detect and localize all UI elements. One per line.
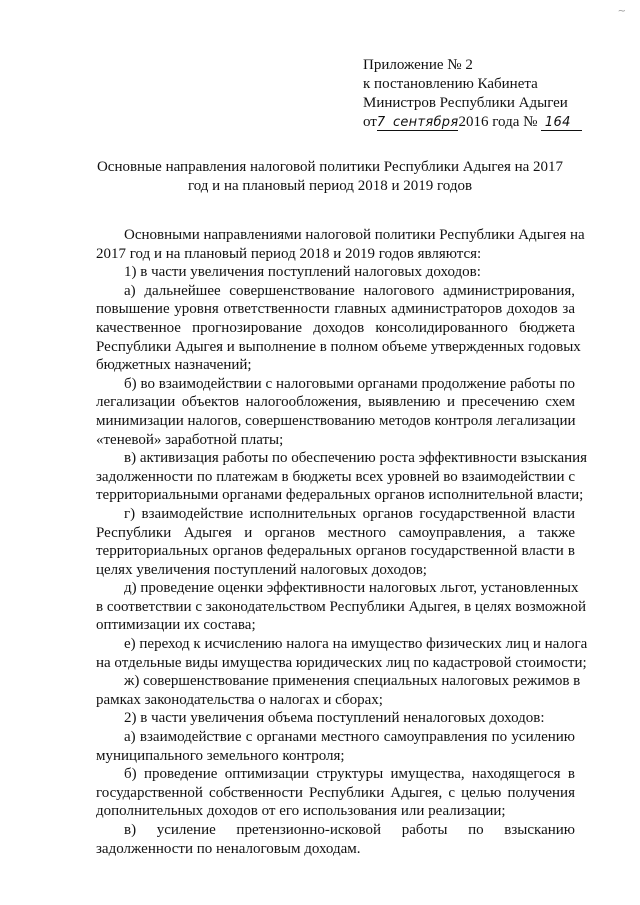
paragraph-line: а) взаимодействие с органами местного самоуправления по усилению [124, 729, 575, 746]
paragraph-line: на отдельные виды имущества юридических лиц по кадастровой стоимости; [96, 654, 587, 671]
paragraph-line: задолженности по неналоговым доходам. [96, 840, 361, 857]
paragraph-line: 2) в части увеличения объема поступлений неналоговых доходов: [124, 710, 545, 727]
paragraph-line: государственной собственности Республики Адыгея, с целью получения [96, 784, 575, 801]
paragraph [96, 579, 586, 635]
paragraph-line: муниципального земельного контроля; [96, 747, 345, 764]
appendix-line-3: Министров Республики Адыгеи [363, 95, 568, 111]
paragraph [96, 263, 575, 282]
paragraph [96, 765, 575, 821]
paragraph-line: Республики Адыгея и органов местного самоуправления, а также [96, 524, 575, 541]
paragraph-line: минимизации налогов, совершенствованию методов контроля легализации [96, 412, 576, 429]
paragraph [96, 635, 588, 672]
appendix-line-2: к постановлению Кабинета [363, 76, 538, 92]
paragraph [96, 375, 575, 449]
corner-mark: ~ [617, 6, 626, 17]
paragraph-line: дополнительных доходов от его использования или реализации; [96, 803, 506, 820]
paragraph-line: е) переход к исчислению налога на имущество физических лиц и налога [124, 636, 588, 653]
paragraph-line: оптимизации их состава; [96, 617, 256, 634]
appendix-number-fill [541, 115, 582, 131]
appendix-line-4 [363, 113, 623, 132]
paragraph-line: задолженности по платежам в бюджеты всех уровней во взаимодействии с [96, 468, 575, 485]
paragraph [96, 728, 575, 765]
appendix-date-prefix: от [363, 114, 377, 130]
paragraph [96, 226, 585, 263]
document-body [96, 226, 588, 858]
paragraph-line: 2017 год и на плановый период 2018 и 2019 годов являются: [96, 245, 482, 262]
paragraph-line: рамках законодательства о налогах и сборах; [96, 691, 383, 708]
appendix-number: 164 [544, 115, 571, 130]
title-line-2: год и на плановый период 2018 и 2019 годов [187, 178, 473, 194]
paragraph-line: Республики Адыгея и выполнение в полном объеме утвержденных годовых [96, 338, 581, 355]
paragraph [96, 449, 588, 505]
paragraph-line: легализации объектов налогообложения, выявлению и пресечению схем [96, 394, 575, 411]
paragraph-line: г) взаимодействие исполнительных органов государственной власти [124, 505, 575, 522]
paragraph-line: в) активизация работы по обеспечению роста эффективности взыскания [124, 450, 588, 467]
title-line-1: Основные направления налоговой политики Республики Адыгея на 2017 [96, 159, 564, 175]
paragraph-line: территориальными органами федеральных органов исполнительной власти; [96, 487, 584, 504]
paragraph-line: Основными направлениями налоговой политики Республики Адыгея на [124, 227, 585, 243]
paragraph-line: бюджетных назначений; [96, 357, 252, 374]
paragraph-line: качественное прогнозирование доходов консолидированного бюджета [96, 319, 575, 336]
appendix-date-month: сентября [392, 115, 459, 130]
appendix-date-day: 7 [376, 115, 386, 130]
paragraph [96, 282, 581, 375]
appendix-header [363, 56, 623, 132]
paragraph [96, 505, 575, 579]
paragraph [96, 709, 575, 728]
paragraph-line: повышение уровня ответственности главных администраторов доходов за [96, 301, 575, 318]
paragraph-line: 1) в части увеличения поступлений налоговых доходов: [124, 264, 481, 281]
paragraph-line: б) проведение оптимизации структуры имущества, находящегося в [124, 766, 575, 783]
paragraph-line: д) проведение оценки эффективности налоговых льгот, установленных [124, 580, 579, 597]
appendix-line-1: Приложение № 2 [363, 57, 473, 73]
paragraph-line: «теневой» заработной платы; [96, 431, 284, 448]
paragraph-line: б) во взаимодействии с налоговыми органами продолжение работы по [124, 375, 575, 392]
appendix-date-fill [377, 115, 459, 131]
paragraph-line: в) усиление претензионно-исковой работы по взысканию [124, 822, 575, 838]
paragraph [96, 821, 575, 858]
paragraph-line: территориальных органов федеральных органов государственной власти в [96, 543, 575, 560]
paragraph-line: а) дальнейшее совершенствование налогового администрирования, [124, 282, 575, 299]
appendix-year: 2016 года № [458, 114, 538, 130]
paragraph-line: в соответствии с законодательством Республики Адыгея, в целях возможной [96, 598, 586, 615]
paragraph [96, 672, 581, 709]
document-title [90, 158, 570, 196]
paragraph-line: целях увеличения поступлений налоговых доходов; [96, 561, 427, 578]
paragraph-line: ж) совершенствование применения специальных налоговых режимов в [124, 673, 581, 690]
